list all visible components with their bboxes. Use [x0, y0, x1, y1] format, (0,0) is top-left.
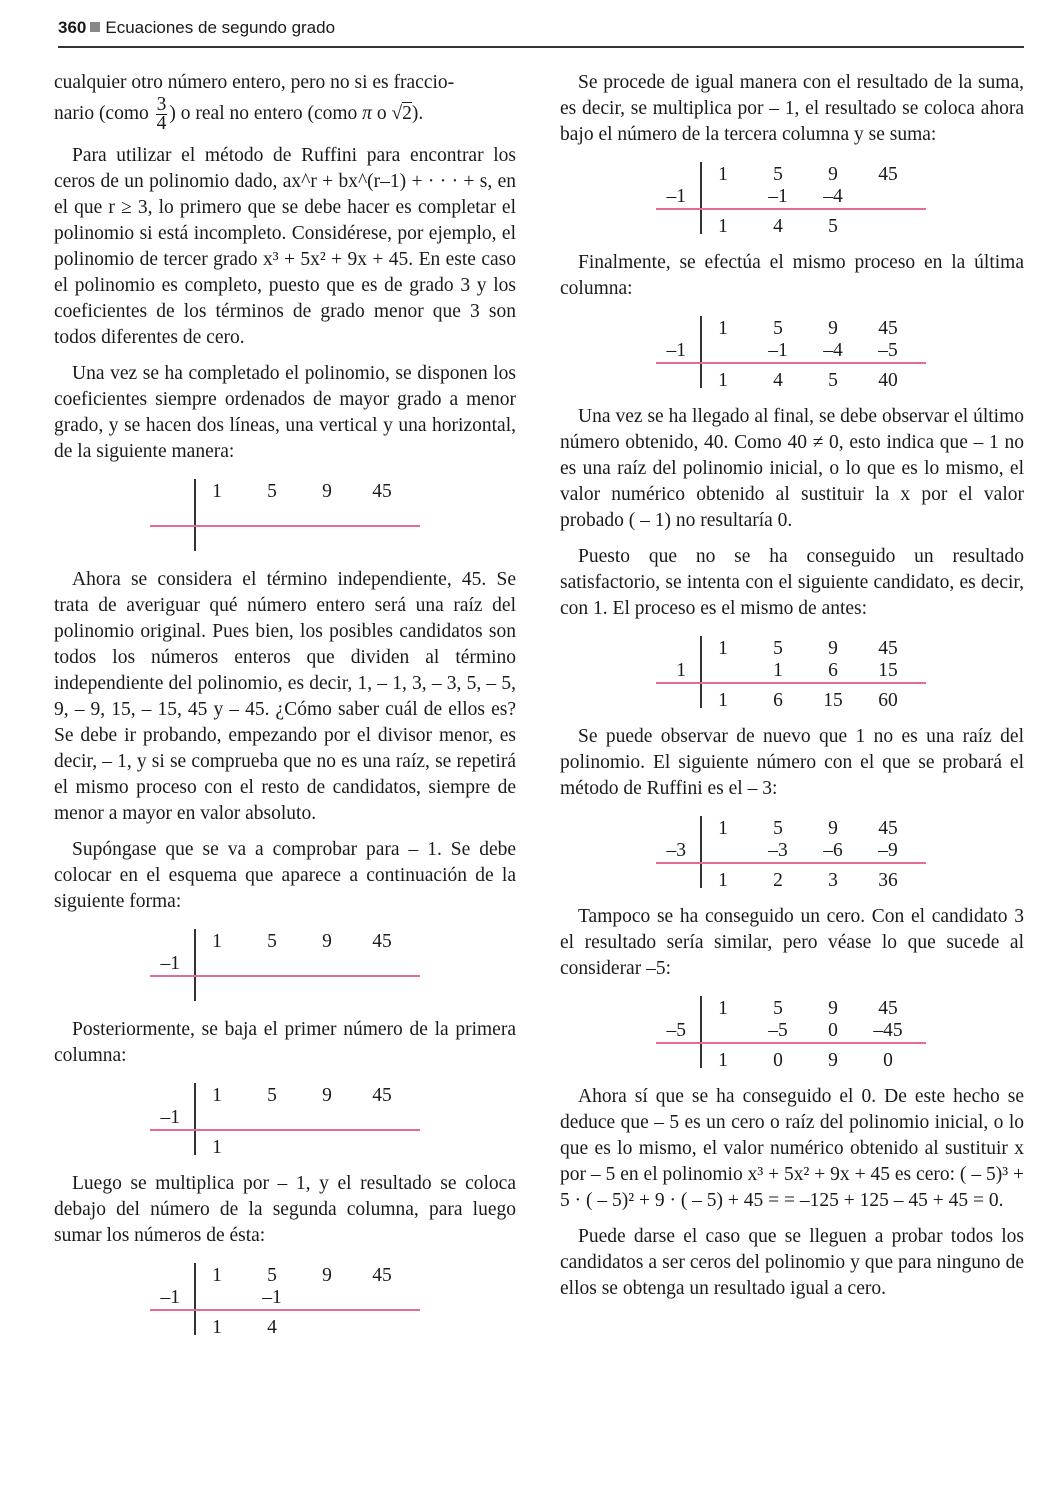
ruffini-result: 4	[773, 216, 783, 237]
ruffini-coefficient: 1	[212, 1085, 222, 1106]
ruffini-result: 1	[718, 1050, 728, 1071]
paragraph: Tampoco se ha conseguido un cero. Con el candidato 3 el resultado sería similar, pero véase lo que sucede al considerar –5:	[560, 906, 1024, 979]
ruffini-result: 0	[883, 1050, 893, 1071]
paragraph: cualquier otro número entero, pero no si es fraccio- nario (como $\frac{3}{4}$ ) o real no entero (como π o √2).	[54, 72, 455, 134]
ruffini-coefficient: 5	[773, 638, 783, 659]
paragraph: Ahora se considera el término independiente, 45. Se trata de averiguar qué número entero será una raíz del polinomio original. Pues bien, los posibles candidatos son todos los números enteros que dividen al término independiente del polinomio, es decir, 1, – 1, 3, – 3, 5, – 5, 9, – 9, 15, – 15, 45 y – 45. ¿Cómo saber cuál de ellos es? Se debe ir probando, empezando por el divisor menor, es decir, – 1, y si se comprueba que no es una raíz, se repetirá el mismo proceso con el resto de candidatos, siempre de menor a mayor en valor absoluto.	[54, 569, 516, 824]
ruffini-result: 36	[878, 870, 898, 891]
ruffini-coefficient: 5	[267, 931, 277, 952]
ruffini-result: 2	[773, 870, 783, 891]
ruffini-product: –6	[823, 840, 843, 861]
ruffini-product: –1	[262, 1287, 282, 1308]
ruffini-coefficient: 5	[773, 818, 783, 839]
ruffini-result: 9	[828, 1050, 838, 1071]
ruffini-product: –5	[768, 1020, 788, 1041]
paragraph: Puesto que no se ha conseguido un resultado satisfactorio, se intenta con el siguiente candidato, es decir, con 1. El proceso es el mismo de antes:	[560, 546, 1024, 619]
ruffini-result: 5	[828, 216, 838, 237]
ruffini-divisor: –1	[160, 1107, 180, 1128]
ruffini-result: 15	[823, 690, 843, 711]
ruffini-horizontal-line	[150, 975, 420, 977]
ruffini-coefficient: 45	[372, 1265, 392, 1286]
ruffini-coefficient: 9	[828, 998, 838, 1019]
ruffini-product: 0	[828, 1020, 838, 1041]
ruffini-result: 1	[718, 216, 728, 237]
ruffini-scheme	[560, 992, 1024, 1070]
ruffini-result: 5	[828, 370, 838, 391]
ruffini-coefficient: 45	[878, 164, 898, 185]
ruffini-divisor: –5	[666, 1020, 686, 1041]
ruffini-coefficient: 9	[828, 818, 838, 839]
paragraph: Una vez se ha llegado al final, se debe observar el último número obtenido, 40. Como 40 ≠ 0, esto indica que – 1 no es una raíz del polinomio inicial, o lo que es lo mismo, el valor numérico obtenido al sustituir la x por el valor probado ( – 1) no resultaría 0.	[560, 406, 1024, 531]
paragraph: Se procede de igual manera con el resultado de la suma, es decir, se multiplica por – 1, el resultado se coloca ahora bajo el número de la tercera columna y se suma:	[560, 72, 1024, 145]
ruffini-coefficient: 9	[322, 481, 332, 502]
page-number: 360	[58, 18, 87, 37]
ruffini-scheme	[54, 475, 516, 553]
ruffini-coefficient: 45	[372, 931, 392, 952]
ruffini-divisor: –1	[160, 1287, 180, 1308]
ruffini-coefficient: 9	[828, 638, 838, 659]
ruffini-coefficient: 45	[372, 1085, 392, 1106]
ruffini-product: –1	[768, 340, 788, 361]
ruffini-result: 1	[718, 870, 728, 891]
ruffini-coefficient: 5	[773, 164, 783, 185]
ruffini-product: –3	[768, 840, 788, 861]
ruffini-coefficient: 45	[878, 638, 898, 659]
ruffini-coefficient: 1	[718, 318, 728, 339]
ruffini-result: 4	[267, 1317, 277, 1338]
paragraph: Para utilizar el método de Ruffini para encontrar los ceros de un polinomio dado, ax^r + bx^(r–1) + · · · + s, en el que r ≥ 3, lo primero que se debe hacer es completar el polinomio si está incompleto. Considérese, por ejemplo, el polinomio de tercer grado x³ + 5x² + 9x + 45. En este caso el polinomio es completo, puesto que es de grado 3 y los coeficientes de los términos de grado menor que 3 son todos diferentes de cero.	[54, 145, 516, 348]
ruffini-scheme	[560, 812, 1024, 890]
ruffini-divisor: –1	[666, 340, 686, 361]
ruffini-divisor: –1	[160, 953, 180, 974]
ruffini-horizontal-line	[150, 1129, 420, 1131]
paragraph: Supóngase que se va a comprobar para – 1. Se debe colocar en el esquema que aparece a continuación de la siguiente forma:	[54, 839, 516, 912]
ruffini-coefficient: 5	[267, 1265, 277, 1286]
ruffini-result: 1	[212, 1317, 222, 1338]
ruffini-coefficient: 45	[878, 318, 898, 339]
ruffini-coefficient: 5	[773, 998, 783, 1019]
ruffini-coefficient: 45	[878, 998, 898, 1019]
page-header	[58, 18, 1024, 48]
ruffini-scheme	[560, 158, 1024, 236]
ruffini-divisor: 1	[676, 660, 686, 681]
ruffini-coefficient: 45	[372, 481, 392, 502]
ruffini-scheme	[54, 925, 516, 1003]
ruffini-coefficient: 1	[212, 931, 222, 952]
paragraph: Luego se multiplica por – 1, y el resultado se coloca debajo del número de la segunda columna, para luego sumar los números de ésta:	[54, 1173, 516, 1246]
ruffini-result: 40	[878, 370, 898, 391]
ruffini-coefficient: 9	[322, 1085, 332, 1106]
ruffini-result: 6	[773, 690, 783, 711]
fraction-three-quarters: $\frac{3}{4}$	[156, 94, 167, 134]
ruffini-coefficient: 9	[322, 1265, 332, 1286]
ruffini-scheme	[54, 1259, 516, 1337]
ruffini-coefficient: 45	[878, 818, 898, 839]
ruffini-result: 60	[878, 690, 898, 711]
paragraph: Se puede observar de nuevo que 1 no es una raíz del polinomio. El siguiente número con el que se probará el método de Ruffini es el – 3:	[560, 726, 1024, 799]
ruffini-result: 0	[773, 1050, 783, 1071]
paragraph: Finalmente, se efectúa el mismo proceso en la última columna:	[560, 252, 1024, 299]
ruffini-coefficient: 5	[267, 1085, 277, 1106]
paragraph: Una vez se ha completado el polinomio, se disponen los coeficientes siempre ordenados de mayor grado a menor grado, y se hacen dos líneas, una vertical y una horizontal, de la siguiente manera:	[54, 363, 516, 462]
ruffini-result: 3	[828, 870, 838, 891]
ruffini-coefficient: 9	[322, 931, 332, 952]
ruffini-product: 1	[773, 660, 783, 681]
chapter-title: Ecuaciones de segundo grado	[105, 18, 336, 37]
ruffini-product: –4	[823, 340, 843, 361]
ruffini-divisor: –3	[666, 840, 686, 861]
paragraph: Posteriormente, se baja el primer número de la primera columna:	[54, 1019, 516, 1066]
ruffini-coefficient: 1	[718, 164, 728, 185]
ruffini-coefficient: 1	[212, 1265, 222, 1286]
ruffini-coefficient: 5	[267, 481, 277, 502]
ruffini-product: –5	[878, 340, 898, 361]
ruffini-product: 15	[878, 660, 898, 681]
ruffini-scheme	[54, 1079, 516, 1157]
ruffini-coefficient: 1	[718, 818, 728, 839]
ruffini-coefficient: 5	[773, 318, 783, 339]
ruffini-horizontal-line	[150, 525, 420, 527]
ruffini-scheme	[560, 312, 1024, 390]
ruffini-product: –1	[768, 186, 788, 207]
ruffini-product: –9	[878, 840, 898, 861]
ruffini-coefficient: 9	[828, 164, 838, 185]
ruffini-result: 4	[773, 370, 783, 391]
ruffini-coefficient: 1	[718, 638, 728, 659]
ruffini-product: –45	[873, 1020, 903, 1041]
ruffini-coefficient: 1	[718, 998, 728, 1019]
paragraph: Puede darse el caso que se lleguen a probar todos los candidatos a ser ceros del polinomio y que para ninguno de ellos se obtenga un resultado igual a cero.	[560, 1226, 1024, 1299]
ruffini-result: 1	[718, 370, 728, 391]
right-column	[560, 70, 1024, 1312]
square-bullet-icon	[90, 22, 100, 32]
ruffini-product: –4	[823, 186, 843, 207]
ruffini-result: 1	[718, 690, 728, 711]
ruffini-divisor: –1	[666, 186, 686, 207]
ruffini-result: 1	[212, 1137, 222, 1158]
left-column	[54, 70, 516, 1351]
ruffini-coefficient: 1	[212, 481, 222, 502]
sqrt-symbol: √	[391, 102, 403, 124]
paragraph: Ahora sí que se ha conseguido el 0. De este hecho se deduce que – 5 es un cero o raíz del polinomio inicial, o lo que es lo mismo, el valor numérico obtenido al sustituir x por – 5 en el polinomio x³ + 5x² + 9x + 45 es cero: ( – 5)³ + 5 · ( – 5)² + 9 · ( – 5) + 45 = = –125 + 125 – 45 + 45 = 0.	[560, 1086, 1024, 1211]
ruffini-coefficient: 9	[828, 318, 838, 339]
ruffini-product: 6	[828, 660, 838, 681]
ruffini-scheme	[560, 632, 1024, 710]
